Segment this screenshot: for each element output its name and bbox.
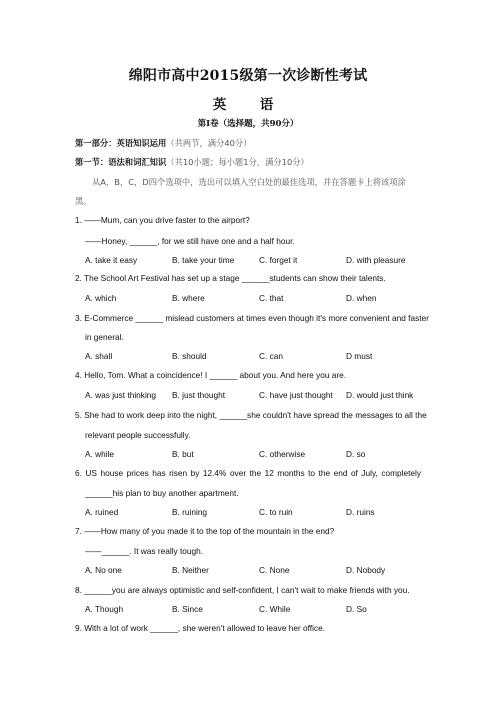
q3-option-a: A. shall bbox=[85, 351, 113, 361]
q7-option-b: B. Neither bbox=[172, 565, 209, 575]
question-8-stem: 8. ______you are always optimistic and self-confident, I can't wait to make friends with you. bbox=[75, 585, 410, 595]
subject-title: 英 语 bbox=[212, 97, 284, 113]
q2-option-d: D. when bbox=[346, 293, 377, 303]
q8-option-c: C. While bbox=[259, 604, 291, 614]
question-7-stem-2: ——______. It was really tough. bbox=[85, 546, 204, 556]
question-3-stem: 3. E-Commerce ______ mislead customers at times even though it's more convenient and faster bbox=[75, 313, 429, 323]
question-1-stem-2: ——Honey, ______, for we still have one and a half hour. bbox=[85, 236, 295, 246]
q8-option-d: D. So bbox=[346, 604, 367, 614]
q8-option-b: B. Since bbox=[172, 604, 203, 614]
question-2-stem: 2. The School Art Festival has set up a stage ______students can show their talents. bbox=[75, 273, 386, 283]
volume-heading: 第Ⅰ卷（选择题，共90分） bbox=[197, 119, 299, 129]
q1-option-c: C. forget it bbox=[259, 255, 298, 265]
q8-option-a: A. Though bbox=[85, 604, 124, 614]
question-5-stem-2: relevant people successfully. bbox=[85, 430, 191, 440]
q2-option-b: B. where bbox=[172, 293, 205, 303]
q6-option-c: C. to ruin bbox=[259, 507, 293, 517]
instructions-line-1: 从A，B，C，D四个选项中，选出可以填入空白处的最佳选项，并在答题卡上将该项涂 bbox=[92, 177, 406, 187]
section1-heading bbox=[75, 157, 309, 167]
question-6-stem: 6. US house prices has risen by 12.4% over the 12 months to the end of July, completely bbox=[75, 468, 421, 478]
q4-option-b: B. just thought bbox=[172, 390, 226, 400]
q7-option-c: C. None bbox=[259, 565, 290, 575]
q4-option-a: A. was just thinking bbox=[85, 390, 157, 400]
exam-title: 绵阳市高中2015级第一次诊断性考试 bbox=[128, 68, 368, 84]
instructions-line-2: 黑。 bbox=[75, 196, 92, 206]
part1-label: 第一部分：英语知识运用 bbox=[75, 138, 167, 148]
q2-option-c: C. that bbox=[259, 293, 284, 303]
q6-option-b: B. ruining bbox=[172, 507, 208, 517]
q6-option-d: D. ruins bbox=[346, 507, 375, 517]
q5-option-b: B. but bbox=[172, 449, 194, 459]
question-4-stem: 4. Hello, Tom. What a coincidence! I ______ about you. And here you are. bbox=[75, 370, 347, 380]
q4-option-c: C. have just thought bbox=[259, 390, 333, 400]
question-7-stem: 7. ——How many of you made it to the top of the mountain in the end? bbox=[75, 526, 335, 536]
q1-option-d: D. with pleasure bbox=[346, 255, 406, 265]
question-3-stem-2: in general. bbox=[85, 332, 124, 342]
question-1-stem: 1. ——Mum, can you drive faster to the airport? bbox=[75, 215, 250, 225]
q1-option-b: B. take your time bbox=[172, 255, 235, 265]
q5-option-a: A. while bbox=[85, 449, 115, 459]
q3-option-c: C. can bbox=[259, 351, 283, 361]
q3-option-b: B. should bbox=[172, 351, 207, 361]
q7-option-d: D. Nobody bbox=[346, 565, 386, 575]
question-5-stem: 5. She had to work deep into the night, ______she couldn't have spread the messages to all the bbox=[75, 410, 427, 420]
part1-heading bbox=[75, 138, 252, 148]
q7-option-a: A. No one bbox=[85, 565, 122, 575]
section1-note: （共10小题；每小题1分，满分10分） bbox=[166, 157, 309, 167]
q5-option-d: D. so bbox=[346, 449, 366, 459]
section1-label: 第一节：语法和词汇知识 bbox=[75, 157, 167, 167]
q4-option-d: D. would just think bbox=[346, 390, 414, 400]
q5-option-c: C. otherwise bbox=[259, 449, 306, 459]
q6-option-a: A. ruined bbox=[85, 507, 119, 517]
question-9-stem: 9. With a lot of work ______, she weren't allowed to leave her office. bbox=[75, 623, 326, 633]
q2-option-a: A. which bbox=[85, 293, 117, 303]
q1-option-a: A. take it easy bbox=[85, 255, 138, 265]
part1-note: （共两节，满分40分） bbox=[166, 138, 252, 148]
q3-option-d: D must bbox=[346, 351, 373, 361]
question-6-stem-2: ______his plan to buy another apartment. bbox=[85, 488, 239, 498]
